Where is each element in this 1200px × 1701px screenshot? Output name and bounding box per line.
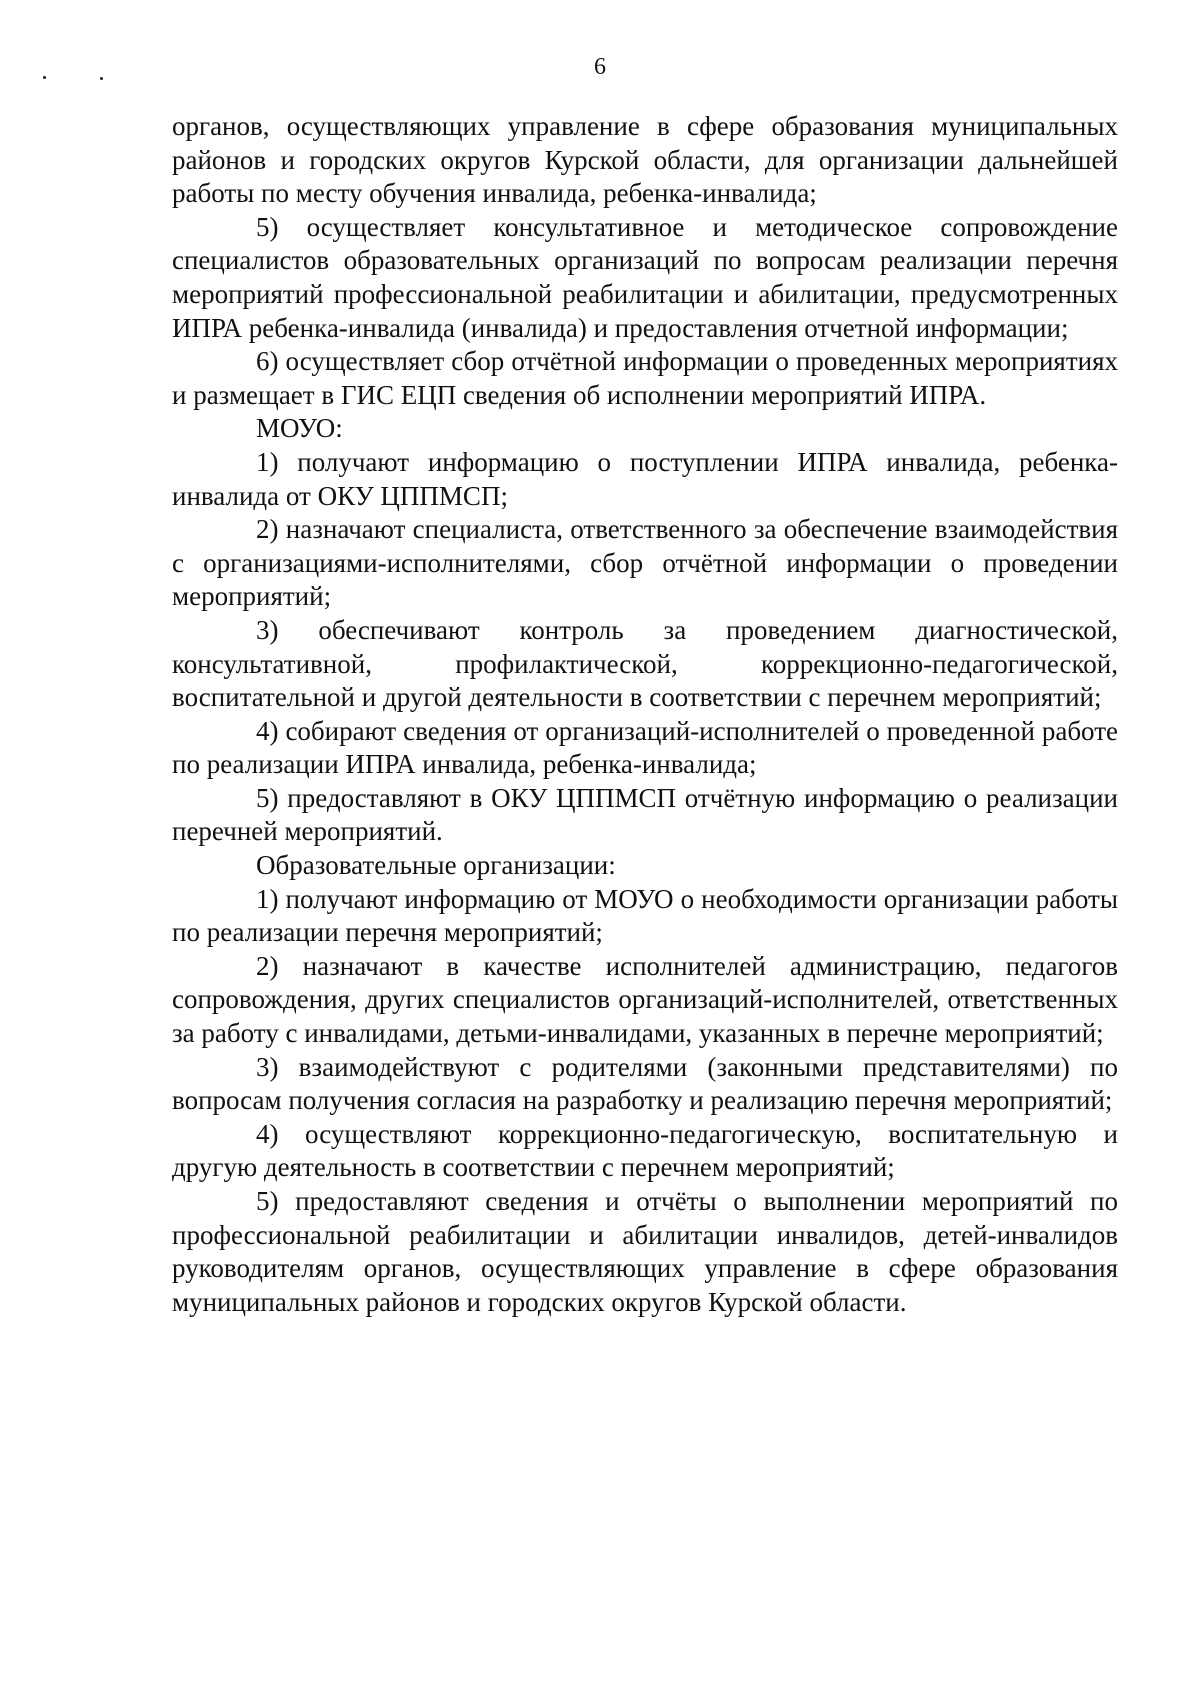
page-number: 6 (594, 54, 606, 80)
paragraph-mouo-item-3: 3) обеспечивают контроль за проведением диагностической, консультативной, профилактической, коррекционно-педагогической, воспитательной и другой деятельности в соответствии с перечнем мероприятий; (172, 614, 1118, 713)
paragraph-edu-item-4: 4) осуществляют коррекционно-педагогическую, воспитательную и другую деятельность в соответствии с перечнем мероприятий; (172, 1118, 1118, 1183)
paragraph-mouo-item-4: 4) собирают сведения от организаций-исполнителей о проведенной работе по реализации ИПРА инвалида, ребенка-инвалида; (172, 715, 1118, 780)
section-heading-mouo: МОУО: (256, 413, 343, 444)
paragraph-item-5-consulting: 5) осуществляет консультативное и методическое сопровождение специалистов образовательных организаций по вопросам реализации перечня мероприятий профессиональной реабилитации и абилитации, предусмотренных ИПРА ребенка-инвалида (инвалида) и предоставления отчетной информации; (172, 211, 1118, 343)
section-heading-educational-organizations: Образовательные организации: (256, 850, 616, 881)
paragraph-mouo-item-2: 2) назначают специалиста, ответственного за обеспечение взаимодействия с организациями-исполнителями, сбор отчётной информации о проведении мероприятий; (172, 514, 1118, 612)
paragraph-mouo-item-1: 1) получают информацию о поступлении ИПРА инвалида, ребенка-инвалида от ОКУ ЦППМСП; (172, 446, 1118, 511)
paragraph-edu-item-2: 2) назначают в качестве исполнителей администрацию, педагогов сопровождения, других специалистов организаций-исполнителей, ответственных за работу с инвалидами, детьми-инвалидами, указанных в перечне мероприятий; (172, 950, 1118, 1049)
paragraph-edu-item-1: 1) получают информацию от МОУО о необходимости организации работы по реализации перечня мероприятий; (172, 883, 1118, 948)
paragraph-item-6-reporting: 6) осуществляет сбор отчётной информации о проведенных мероприятиях и размещает в ГИС ЕЦП сведения об исполнении мероприятий ИПРА. (172, 346, 1118, 410)
paragraph-mouo-item-5: 5) предоставляют в ОКУ ЦППМСП отчётную информацию о реализации перечней мероприятий. (172, 782, 1118, 847)
paragraph-continuation: органов, осуществляющих управление в сфере образования муниципальных районов и городских округов Курской области, для организации дальнейшей работы по месту обучения инвалида, ребенка-инвалида; (172, 111, 1118, 209)
paragraph-edu-item-3: 3) взаимодействуют с родителями (законными представителями) по вопросам получения согласия на разработку и реализацию перечня мероприятий; (172, 1051, 1118, 1116)
paragraph-edu-item-5: 5) предоставляют сведения и отчёты о выполнении мероприятий по профессиональной реабилитации и абилитации инвалидов, детей-инвалидов руководителям органов, осуществляющих управление в сфере образования муниципальных районов и городских округов Курской области. (172, 1186, 1118, 1317)
document-body (172, 110, 1118, 1319)
